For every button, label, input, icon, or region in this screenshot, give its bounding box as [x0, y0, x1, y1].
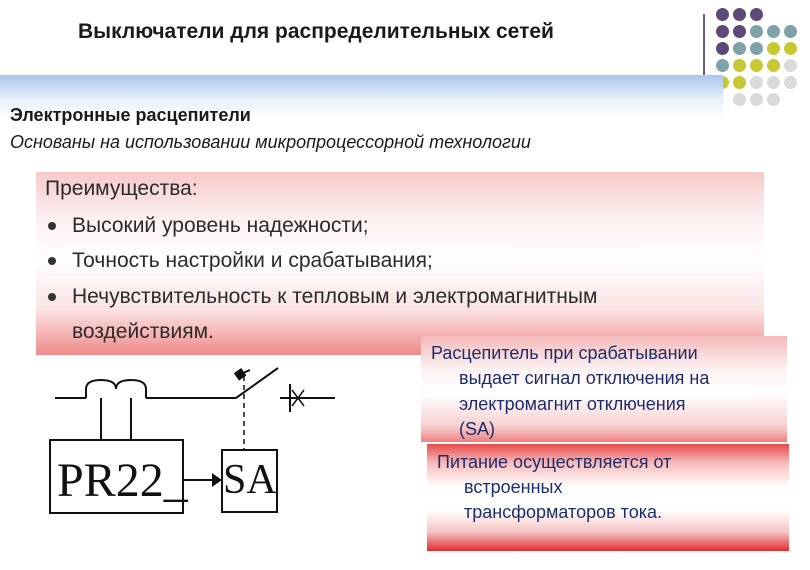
advantage-item: Точность настройки и срабатывания; [72, 249, 433, 272]
note-line: Расцепитель при срабатывании [431, 343, 698, 363]
pr22-label: PR22_ [57, 454, 188, 507]
note-line: электромагнит отключения [459, 394, 686, 414]
advantages-heading: Преимущества: [45, 177, 198, 200]
subtitle-heading: Электронные расцепители [10, 105, 251, 125]
current-transformer-icon [86, 380, 146, 398]
bullet-icon [48, 257, 56, 265]
note-line: встроенных [464, 477, 563, 497]
arrow-head-icon [212, 473, 222, 487]
note-line: (SA) [459, 419, 495, 439]
subtitle-description: Основаны на использовании микропроцессорной технологии [10, 132, 531, 152]
slide-title: Выключатели для распределительных сетей [78, 20, 554, 43]
note-line: Питание осуществляется от [437, 452, 672, 472]
advantage-item: Нечувствительность к тепловым и электромагнитным [72, 285, 598, 308]
sa-label: SA [223, 457, 277, 503]
advantage-item-continuation: воздействиям. [72, 320, 214, 343]
bullet-icon [48, 222, 56, 230]
note-line: выдает сигнал отключения на [459, 368, 710, 388]
bullet-icon [48, 293, 56, 301]
circuit-diagram [0, 340, 420, 540]
note-line: трансформаторов тока. [464, 502, 662, 522]
advantage-item: Высокий уровень надежности; [72, 214, 369, 237]
